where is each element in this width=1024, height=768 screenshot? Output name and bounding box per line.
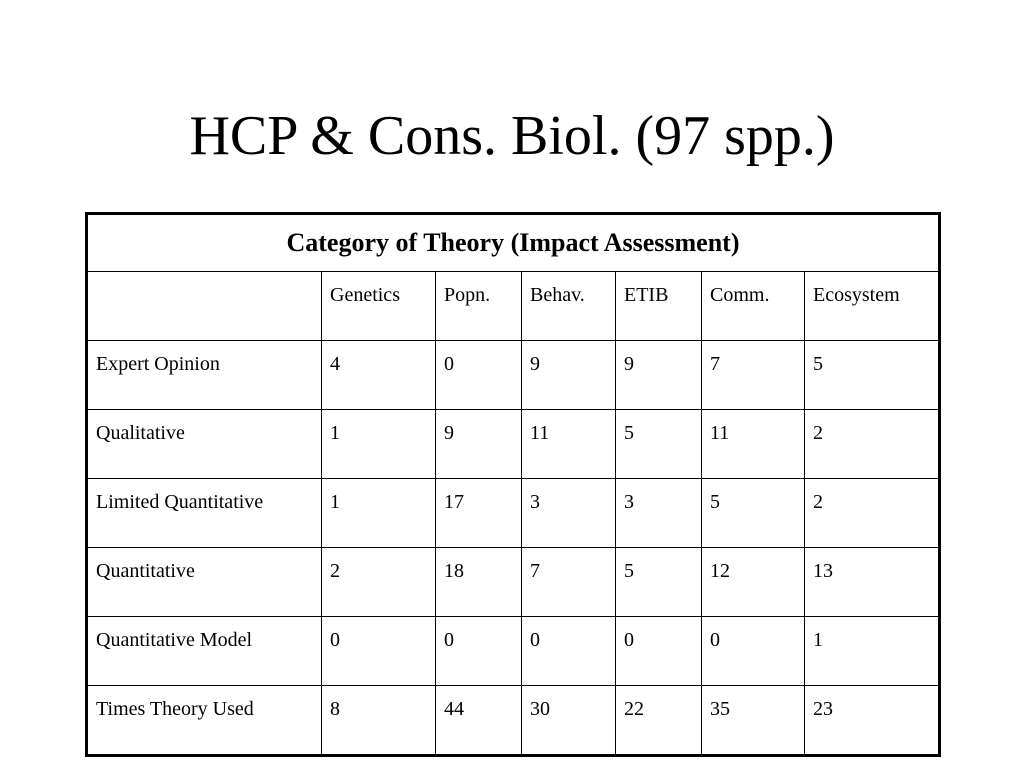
column-header-genetics: Genetics — [322, 272, 436, 341]
row-label: Quantitative — [87, 548, 322, 617]
table-cell: 11 — [522, 410, 616, 479]
table-cell: 1 — [322, 479, 436, 548]
row-label: Qualitative — [87, 410, 322, 479]
table-cell: 18 — [436, 548, 522, 617]
table-row — [87, 410, 940, 479]
table-cell: 5 — [616, 410, 702, 479]
table-row — [87, 479, 940, 548]
table-cell: 5 — [805, 341, 940, 410]
table-cell: 3 — [616, 479, 702, 548]
table-cell: 35 — [702, 686, 805, 756]
column-header-comm: Comm. — [702, 272, 805, 341]
row-label: Limited Quantitative — [87, 479, 322, 548]
table-cell: 11 — [702, 410, 805, 479]
table-cell: 5 — [702, 479, 805, 548]
table-cell: 9 — [436, 410, 522, 479]
table-caption: Category of Theory (Impact Assessment) — [87, 214, 940, 272]
caption-row — [87, 214, 940, 272]
table-cell: 0 — [616, 617, 702, 686]
column-header-behav: Behav. — [522, 272, 616, 341]
row-label: Quantitative Model — [87, 617, 322, 686]
column-header-ecosystem: Ecosystem — [805, 272, 940, 341]
table-cell: 9 — [522, 341, 616, 410]
table-row — [87, 617, 940, 686]
table-cell: 7 — [702, 341, 805, 410]
table-row — [87, 686, 940, 756]
table-cell: 0 — [522, 617, 616, 686]
table-cell: 7 — [522, 548, 616, 617]
table-cell: 5 — [616, 548, 702, 617]
table-cell: 4 — [322, 341, 436, 410]
table-cell: 30 — [522, 686, 616, 756]
table-cell: 2 — [805, 479, 940, 548]
table-cell: 0 — [702, 617, 805, 686]
table-cell: 0 — [436, 341, 522, 410]
column-header-row — [87, 272, 940, 341]
corner-cell — [87, 272, 322, 341]
table-cell: 3 — [522, 479, 616, 548]
table-cell: 44 — [436, 686, 522, 756]
row-label: Times Theory Used — [87, 686, 322, 756]
table-row — [87, 548, 940, 617]
table-cell: 17 — [436, 479, 522, 548]
table-cell: 2 — [322, 548, 436, 617]
table-cell: 13 — [805, 548, 940, 617]
slide-title: HCP & Cons. Biol. (97 spp.) — [189, 105, 835, 167]
table-cell: 0 — [322, 617, 436, 686]
table-cell: 0 — [436, 617, 522, 686]
table-cell: 1 — [322, 410, 436, 479]
table-row — [87, 341, 940, 410]
table-cell: 1 — [805, 617, 940, 686]
table-cell: 2 — [805, 410, 940, 479]
column-header-etib: ETIB — [616, 272, 702, 341]
column-header-popn: Popn. — [436, 272, 522, 341]
row-label: Expert Opinion — [87, 341, 322, 410]
table-cell: 8 — [322, 686, 436, 756]
table-cell: 12 — [702, 548, 805, 617]
table-cell: 23 — [805, 686, 940, 756]
table-cell: 22 — [616, 686, 702, 756]
table-cell: 9 — [616, 341, 702, 410]
data-table — [85, 212, 941, 757]
